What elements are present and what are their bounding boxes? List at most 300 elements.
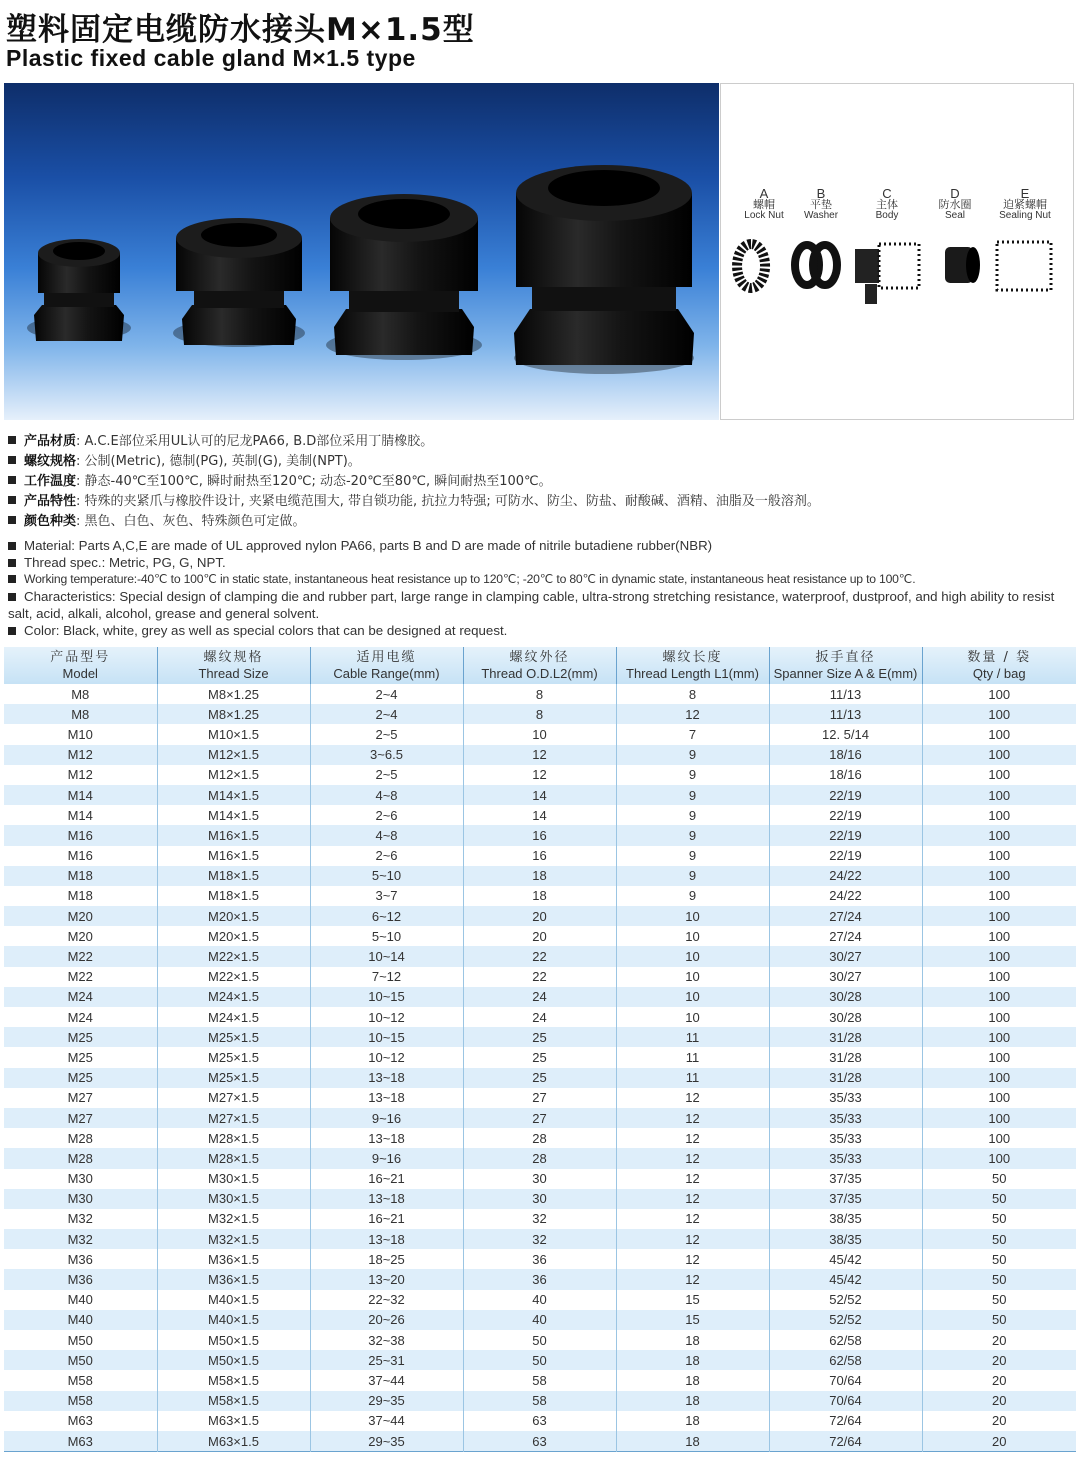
cell-thread-od: 24 xyxy=(463,987,616,1007)
cell-thread-size: M10×1.5 xyxy=(157,724,310,744)
cell-thread-od: 25 xyxy=(463,1047,616,1067)
table-row xyxy=(4,1047,1076,1067)
cell-qty-bag: 100 xyxy=(922,906,1076,926)
cell-spanner-size: 31/28 xyxy=(769,1027,922,1047)
cell-model: M24 xyxy=(4,987,157,1007)
cell-qty-bag: 100 xyxy=(922,987,1076,1007)
cell-model: M24 xyxy=(4,1007,157,1027)
cell-thread-length: 12 xyxy=(616,704,769,724)
cell-thread-od: 8 xyxy=(463,684,616,704)
header-qty-bag: 数量 / 袋 Qty / bag xyxy=(922,647,1076,684)
cell-thread-od: 58 xyxy=(463,1391,616,1411)
cell-model: M63 xyxy=(4,1431,157,1452)
table-row xyxy=(4,684,1076,704)
cell-thread-od: 27 xyxy=(463,1088,616,1108)
table-row xyxy=(4,1128,1076,1148)
cell-model: M8 xyxy=(4,704,157,724)
cell-model: M28 xyxy=(4,1128,157,1148)
cell-qty-bag: 100 xyxy=(922,704,1076,724)
table-row xyxy=(4,1229,1076,1249)
cell-model: M16 xyxy=(4,825,157,845)
gland-medium xyxy=(173,218,305,347)
cell-thread-od: 28 xyxy=(463,1148,616,1168)
cell-model: M30 xyxy=(4,1189,157,1209)
cell-thread-length: 18 xyxy=(616,1411,769,1431)
specs-en xyxy=(8,537,1080,639)
cell-thread-od: 25 xyxy=(463,1027,616,1047)
cell-cable-range: 29~35 xyxy=(310,1391,463,1411)
cell-thread-length: 11 xyxy=(616,1047,769,1067)
cell-thread-length: 9 xyxy=(616,866,769,886)
cell-thread-length: 10 xyxy=(616,987,769,1007)
cell-cable-range: 29~35 xyxy=(310,1431,463,1452)
cell-spanner-size: 30/27 xyxy=(769,967,922,987)
cell-model: M12 xyxy=(4,765,157,785)
cell-spanner-size: 22/19 xyxy=(769,846,922,866)
cell-thread-length: 12 xyxy=(616,1269,769,1289)
cell-spanner-size: 11/13 xyxy=(769,704,922,724)
gland-small xyxy=(27,239,131,341)
cell-cable-range: 5~10 xyxy=(310,866,463,886)
cell-thread-length: 18 xyxy=(616,1370,769,1390)
cell-thread-length: 18 xyxy=(616,1350,769,1370)
cell-thread-size: M40×1.5 xyxy=(157,1290,310,1310)
cell-thread-size: M58×1.5 xyxy=(157,1370,310,1390)
spec-cn-characteristics: 产品特性: 特殊的夹紧爪与橡胶件设计, 夹紧电缆范围大, 带自锁功能, 抗拉力特强; 可防水、防尘、防盐、耐酸碱、酒精、油脂及一般溶剂。 xyxy=(8,492,1078,512)
cell-thread-od: 30 xyxy=(463,1189,616,1209)
cell-qty-bag: 100 xyxy=(922,886,1076,906)
cell-thread-od: 24 xyxy=(463,1007,616,1027)
cell-thread-length: 15 xyxy=(616,1290,769,1310)
cell-thread-size: M22×1.5 xyxy=(157,967,310,987)
cell-thread-od: 28 xyxy=(463,1128,616,1148)
cell-thread-length: 12 xyxy=(616,1189,769,1209)
cell-qty-bag: 100 xyxy=(922,866,1076,886)
cell-thread-size: M25×1.5 xyxy=(157,1047,310,1067)
cell-thread-size: M58×1.5 xyxy=(157,1391,310,1411)
header-spanner-size: 扳手直径 Spanner Size A & E(mm) xyxy=(769,647,922,684)
cell-spanner-size: 22/19 xyxy=(769,785,922,805)
cell-thread-od: 63 xyxy=(463,1431,616,1452)
cell-spanner-size: 37/35 xyxy=(769,1189,922,1209)
table-row xyxy=(4,745,1076,765)
table-body xyxy=(4,684,1076,1452)
cell-thread-od: 16 xyxy=(463,846,616,866)
cell-cable-range: 3~7 xyxy=(310,886,463,906)
cell-model: M25 xyxy=(4,1047,157,1067)
cell-cable-range: 10~14 xyxy=(310,946,463,966)
cell-thread-size: M27×1.5 xyxy=(157,1108,310,1128)
cell-qty-bag: 20 xyxy=(922,1431,1076,1452)
cell-model: M36 xyxy=(4,1269,157,1289)
cell-cable-range: 9~16 xyxy=(310,1148,463,1168)
cell-model: M18 xyxy=(4,866,157,886)
cell-model: M40 xyxy=(4,1310,157,1330)
specs-cn xyxy=(8,432,1078,532)
cell-qty-bag: 20 xyxy=(922,1370,1076,1390)
cell-spanner-size: 70/64 xyxy=(769,1391,922,1411)
cell-spanner-size: 45/42 xyxy=(769,1269,922,1289)
cell-cable-range: 16~21 xyxy=(310,1209,463,1229)
cell-spanner-size: 30/28 xyxy=(769,987,922,1007)
cell-cable-range: 32~38 xyxy=(310,1330,463,1350)
cell-cable-range: 13~18 xyxy=(310,1229,463,1249)
cell-thread-od: 20 xyxy=(463,926,616,946)
cell-thread-size: M24×1.5 xyxy=(157,1007,310,1027)
cell-spanner-size: 38/35 xyxy=(769,1229,922,1249)
cell-thread-od: 14 xyxy=(463,785,616,805)
table-row xyxy=(4,1068,1076,1088)
cell-spanner-size: 70/64 xyxy=(769,1370,922,1390)
cell-thread-size: M8×1.25 xyxy=(157,684,310,704)
cell-thread-size: M28×1.5 xyxy=(157,1148,310,1168)
cell-thread-size: M8×1.25 xyxy=(157,704,310,724)
table-row xyxy=(4,1431,1076,1452)
cell-qty-bag: 100 xyxy=(922,1027,1076,1047)
cell-cable-range: 25~31 xyxy=(310,1350,463,1370)
spec-cn-temperature: 工作温度: 静态-40℃至100℃, 瞬时耐热至120℃; 动态-20℃至80℃, 瞬间耐热至100℃。 xyxy=(8,472,1078,492)
cell-cable-range: 22~32 xyxy=(310,1290,463,1310)
table-row xyxy=(4,886,1076,906)
cell-spanner-size: 30/28 xyxy=(769,1007,922,1027)
cell-thread-size: M63×1.5 xyxy=(157,1411,310,1431)
cell-qty-bag: 100 xyxy=(922,1088,1076,1108)
cell-thread-length: 9 xyxy=(616,825,769,845)
cell-qty-bag: 50 xyxy=(922,1169,1076,1189)
spec-cn-color: 颜色种类: 黑色、白色、灰色、特殊颜色可定做。 xyxy=(8,512,1078,532)
cell-spanner-size: 45/42 xyxy=(769,1249,922,1269)
cell-cable-range: 10~15 xyxy=(310,1027,463,1047)
cell-qty-bag: 50 xyxy=(922,1249,1076,1269)
cell-thread-length: 11 xyxy=(616,1068,769,1088)
cell-spanner-size: 37/35 xyxy=(769,1169,922,1189)
cell-thread-od: 40 xyxy=(463,1310,616,1330)
cell-qty-bag: 100 xyxy=(922,684,1076,704)
cell-thread-length: 12 xyxy=(616,1209,769,1229)
cell-thread-length: 10 xyxy=(616,946,769,966)
cell-thread-length: 7 xyxy=(616,724,769,744)
table-row xyxy=(4,785,1076,805)
cell-thread-length: 10 xyxy=(616,906,769,926)
cell-model: M16 xyxy=(4,846,157,866)
cell-thread-length: 12 xyxy=(616,1108,769,1128)
cell-spanner-size: 12. 5/14 xyxy=(769,724,922,744)
cell-thread-length: 12 xyxy=(616,1169,769,1189)
cell-model: M20 xyxy=(4,926,157,946)
part-b: B 平垫 Washer xyxy=(803,186,839,221)
cell-thread-od: 20 xyxy=(463,906,616,926)
page-title-en: Plastic fixed cable gland M×1.5 type xyxy=(6,45,416,71)
cell-thread-size: M50×1.5 xyxy=(157,1350,310,1370)
cell-thread-size: M28×1.5 xyxy=(157,1128,310,1148)
cell-model: M63 xyxy=(4,1411,157,1431)
cell-model: M32 xyxy=(4,1229,157,1249)
cell-cable-range: 13~18 xyxy=(310,1189,463,1209)
cell-cable-range: 2~4 xyxy=(310,704,463,724)
cell-qty-bag: 100 xyxy=(922,745,1076,765)
table-row xyxy=(4,926,1076,946)
cell-model: M40 xyxy=(4,1290,157,1310)
cell-thread-length: 9 xyxy=(616,846,769,866)
cell-thread-size: M25×1.5 xyxy=(157,1068,310,1088)
cell-thread-length: 12 xyxy=(616,1088,769,1108)
table-row xyxy=(4,866,1076,886)
cell-cable-range: 18~25 xyxy=(310,1249,463,1269)
exploded-parts-icon xyxy=(721,84,1075,421)
part-a: A 螺帽 Lock Nut xyxy=(744,186,784,221)
cell-qty-bag: 100 xyxy=(922,1047,1076,1067)
cell-thread-od: 25 xyxy=(463,1068,616,1088)
cell-qty-bag: 50 xyxy=(922,1269,1076,1289)
product-photo xyxy=(4,83,719,420)
cell-thread-size: M27×1.5 xyxy=(157,1088,310,1108)
cell-cable-range: 10~12 xyxy=(310,1047,463,1067)
header-thread-length: 螺纹长度 Thread Length L1(mm) xyxy=(616,647,769,684)
cell-model: M22 xyxy=(4,967,157,987)
cell-spanner-size: 52/52 xyxy=(769,1290,922,1310)
cell-qty-bag: 100 xyxy=(922,785,1076,805)
table-row xyxy=(4,1249,1076,1269)
cell-thread-od: 40 xyxy=(463,1290,616,1310)
cell-spanner-size: 18/16 xyxy=(769,745,922,765)
cell-spanner-size: 72/64 xyxy=(769,1411,922,1431)
cell-thread-od: 16 xyxy=(463,825,616,845)
cell-cable-range: 4~8 xyxy=(310,825,463,845)
cell-qty-bag: 50 xyxy=(922,1189,1076,1209)
cell-thread-size: M16×1.5 xyxy=(157,846,310,866)
table-row xyxy=(4,1088,1076,1108)
spec-en-thread: Thread spec.: Metric, PG, G, NPT. xyxy=(8,554,1080,571)
cell-thread-od: 30 xyxy=(463,1169,616,1189)
header-model: 产品型号 Model xyxy=(4,647,157,684)
spec-en-characteristics: Characteristics: Special design of clamping die and rubber part, large range in clamping cable, ultra-strong stretching resistance, waterproof, dustproof, and high ability to resist salt, acid, alkali, alcohol, grease and general solvent. xyxy=(8,589,1055,621)
cell-cable-range: 13~18 xyxy=(310,1068,463,1088)
cell-thread-size: M25×1.5 xyxy=(157,1027,310,1047)
gland-large xyxy=(326,194,482,360)
cell-cable-range: 10~12 xyxy=(310,1007,463,1027)
cell-thread-length: 9 xyxy=(616,765,769,785)
cell-qty-bag: 20 xyxy=(922,1350,1076,1370)
cell-model: M28 xyxy=(4,1148,157,1168)
cell-qty-bag: 50 xyxy=(922,1209,1076,1229)
cell-thread-length: 12 xyxy=(616,1229,769,1249)
cell-thread-od: 18 xyxy=(463,866,616,886)
cell-thread-size: M36×1.5 xyxy=(157,1269,310,1289)
part-c: C 主体 Body xyxy=(875,186,899,221)
cell-cable-range: 10~15 xyxy=(310,987,463,1007)
cell-qty-bag: 100 xyxy=(922,846,1076,866)
table-row xyxy=(4,1007,1076,1027)
page-title-cn: 塑料固定电缆防水接头M×1.5型 xyxy=(6,12,475,48)
table-row xyxy=(4,1269,1076,1289)
header-cable-range: 适用电缆 Cable Range(mm) xyxy=(310,647,463,684)
cell-qty-bag: 100 xyxy=(922,1007,1076,1027)
cell-thread-size: M24×1.5 xyxy=(157,987,310,1007)
table-row xyxy=(4,1330,1076,1350)
cell-thread-size: M36×1.5 xyxy=(157,1249,310,1269)
table-row xyxy=(4,1310,1076,1330)
cell-thread-od: 63 xyxy=(463,1411,616,1431)
cell-model: M18 xyxy=(4,886,157,906)
cell-thread-length: 12 xyxy=(616,1128,769,1148)
cell-model: M50 xyxy=(4,1330,157,1350)
cell-spanner-size: 11/13 xyxy=(769,684,922,704)
cell-qty-bag: 20 xyxy=(922,1411,1076,1431)
part-e: E 迫紧螺帽 Sealing Nut xyxy=(999,186,1051,221)
cell-thread-size: M22×1.5 xyxy=(157,946,310,966)
cell-thread-size: M63×1.5 xyxy=(157,1431,310,1452)
cell-thread-length: 9 xyxy=(616,745,769,765)
cell-model: M58 xyxy=(4,1391,157,1411)
cell-thread-size: M12×1.5 xyxy=(157,745,310,765)
cell-spanner-size: 18/16 xyxy=(769,765,922,785)
gland-xlarge xyxy=(514,165,694,374)
cell-thread-size: M32×1.5 xyxy=(157,1209,310,1229)
cell-model: M50 xyxy=(4,1350,157,1370)
cell-qty-bag: 50 xyxy=(922,1290,1076,1310)
spec-cn-material: 产品材质: A.C.E部位采用UL认可的尼龙PA66, B.D部位采用丁腈橡胶。 xyxy=(8,432,1078,452)
table-row xyxy=(4,906,1076,926)
part-d: D 防水圈 Seal xyxy=(938,186,972,221)
cell-model: M27 xyxy=(4,1088,157,1108)
cell-cable-range: 7~12 xyxy=(310,967,463,987)
cell-thread-length: 18 xyxy=(616,1431,769,1452)
cell-spanner-size: 22/19 xyxy=(769,825,922,845)
cell-thread-length: 10 xyxy=(616,926,769,946)
table-row xyxy=(4,1350,1076,1370)
table-row xyxy=(4,724,1076,744)
cell-cable-range: 4~8 xyxy=(310,785,463,805)
cell-thread-size: M18×1.5 xyxy=(157,866,310,886)
cell-qty-bag: 100 xyxy=(922,967,1076,987)
cell-spanner-size: 24/22 xyxy=(769,886,922,906)
cell-spanner-size: 31/28 xyxy=(769,1068,922,1088)
cell-thread-length: 18 xyxy=(616,1391,769,1411)
cell-cable-range: 37~44 xyxy=(310,1370,463,1390)
cell-spanner-size: 62/58 xyxy=(769,1350,922,1370)
cell-thread-od: 27 xyxy=(463,1108,616,1128)
cell-model: M36 xyxy=(4,1249,157,1269)
cell-model: M8 xyxy=(4,684,157,704)
table-row xyxy=(4,987,1076,1007)
cell-thread-size: M12×1.5 xyxy=(157,765,310,785)
spec-en-color: Color: Black, white, grey as well as special colors that can be designed at request. xyxy=(8,622,1080,639)
cell-cable-range: 2~6 xyxy=(310,805,463,825)
cell-thread-length: 18 xyxy=(616,1330,769,1350)
cell-qty-bag: 100 xyxy=(922,946,1076,966)
cell-spanner-size: 27/24 xyxy=(769,926,922,946)
cell-cable-range: 2~5 xyxy=(310,765,463,785)
cell-cable-range: 20~26 xyxy=(310,1310,463,1330)
cell-thread-od: 36 xyxy=(463,1249,616,1269)
cell-cable-range: 2~4 xyxy=(310,684,463,704)
cell-model: M25 xyxy=(4,1068,157,1088)
table-row xyxy=(4,946,1076,966)
cell-thread-length: 8 xyxy=(616,684,769,704)
spec-table xyxy=(4,647,1076,1452)
cell-thread-od: 36 xyxy=(463,1269,616,1289)
cell-thread-od: 50 xyxy=(463,1350,616,1370)
cell-cable-range: 13~18 xyxy=(310,1088,463,1108)
cell-qty-bag: 100 xyxy=(922,805,1076,825)
cell-cable-range: 5~10 xyxy=(310,926,463,946)
cell-cable-range: 2~5 xyxy=(310,724,463,744)
cell-spanner-size: 38/35 xyxy=(769,1209,922,1229)
cell-thread-length: 9 xyxy=(616,886,769,906)
cell-model: M14 xyxy=(4,785,157,805)
cell-thread-od: 32 xyxy=(463,1209,616,1229)
cell-model: M32 xyxy=(4,1209,157,1229)
cell-qty-bag: 20 xyxy=(922,1330,1076,1350)
table-row xyxy=(4,1370,1076,1390)
table-row xyxy=(4,1108,1076,1128)
cell-thread-length: 12 xyxy=(616,1249,769,1269)
cell-model: M30 xyxy=(4,1169,157,1189)
cell-thread-size: M14×1.5 xyxy=(157,805,310,825)
cell-thread-od: 22 xyxy=(463,967,616,987)
cell-thread-size: M16×1.5 xyxy=(157,825,310,845)
cell-model: M25 xyxy=(4,1027,157,1047)
cell-qty-bag: 100 xyxy=(922,1108,1076,1128)
cell-spanner-size: 52/52 xyxy=(769,1310,922,1330)
table-row xyxy=(4,1169,1076,1189)
cell-model: M14 xyxy=(4,805,157,825)
cell-thread-size: M50×1.5 xyxy=(157,1330,310,1350)
cell-spanner-size: 22/19 xyxy=(769,805,922,825)
table-row xyxy=(4,1209,1076,1229)
cell-qty-bag: 100 xyxy=(922,765,1076,785)
cell-thread-size: M30×1.5 xyxy=(157,1169,310,1189)
table-row xyxy=(4,825,1076,845)
table-row xyxy=(4,765,1076,785)
cell-spanner-size: 72/64 xyxy=(769,1431,922,1452)
table-row xyxy=(4,1391,1076,1411)
table-row xyxy=(4,1189,1076,1209)
cell-spanner-size: 35/33 xyxy=(769,1088,922,1108)
cell-spanner-size: 62/58 xyxy=(769,1330,922,1350)
cell-thread-od: 18 xyxy=(463,886,616,906)
cell-thread-size: M20×1.5 xyxy=(157,926,310,946)
cell-thread-od: 58 xyxy=(463,1370,616,1390)
cell-qty-bag: 100 xyxy=(922,1148,1076,1168)
cell-cable-range: 13~20 xyxy=(310,1269,463,1289)
cell-qty-bag: 20 xyxy=(922,1391,1076,1411)
table-row xyxy=(4,1290,1076,1310)
table-row xyxy=(4,1411,1076,1431)
cell-thread-length: 12 xyxy=(616,1148,769,1168)
cell-thread-length: 10 xyxy=(616,967,769,987)
cell-spanner-size: 35/33 xyxy=(769,1128,922,1148)
cell-thread-size: M30×1.5 xyxy=(157,1189,310,1209)
cell-cable-range: 3~6.5 xyxy=(310,745,463,765)
spec-en-material: Material: Parts A,C,E are made of UL approved nylon PA66, parts B and D are made of nitrile butadiene rubber(NBR) xyxy=(8,537,1080,554)
table-row xyxy=(4,967,1076,987)
cell-thread-length: 10 xyxy=(616,1007,769,1027)
cell-thread-length: 9 xyxy=(616,805,769,825)
cell-spanner-size: 27/24 xyxy=(769,906,922,926)
cell-thread-length: 15 xyxy=(616,1310,769,1330)
cell-model: M58 xyxy=(4,1370,157,1390)
cell-spanner-size: 35/33 xyxy=(769,1108,922,1128)
table-row xyxy=(4,805,1076,825)
header-thread-od: 螺纹外径 Thread O.D.L2(mm) xyxy=(463,647,616,684)
cell-qty-bag: 100 xyxy=(922,825,1076,845)
cell-thread-od: 50 xyxy=(463,1330,616,1350)
cell-thread-od: 32 xyxy=(463,1229,616,1249)
spec-cn-thread: 螺纹规格: 公制(Metric), 德制(PG), 英制(G), 美制(NPT)。 xyxy=(8,452,1078,472)
cell-thread-length: 11 xyxy=(616,1027,769,1047)
table-row xyxy=(4,1027,1076,1047)
